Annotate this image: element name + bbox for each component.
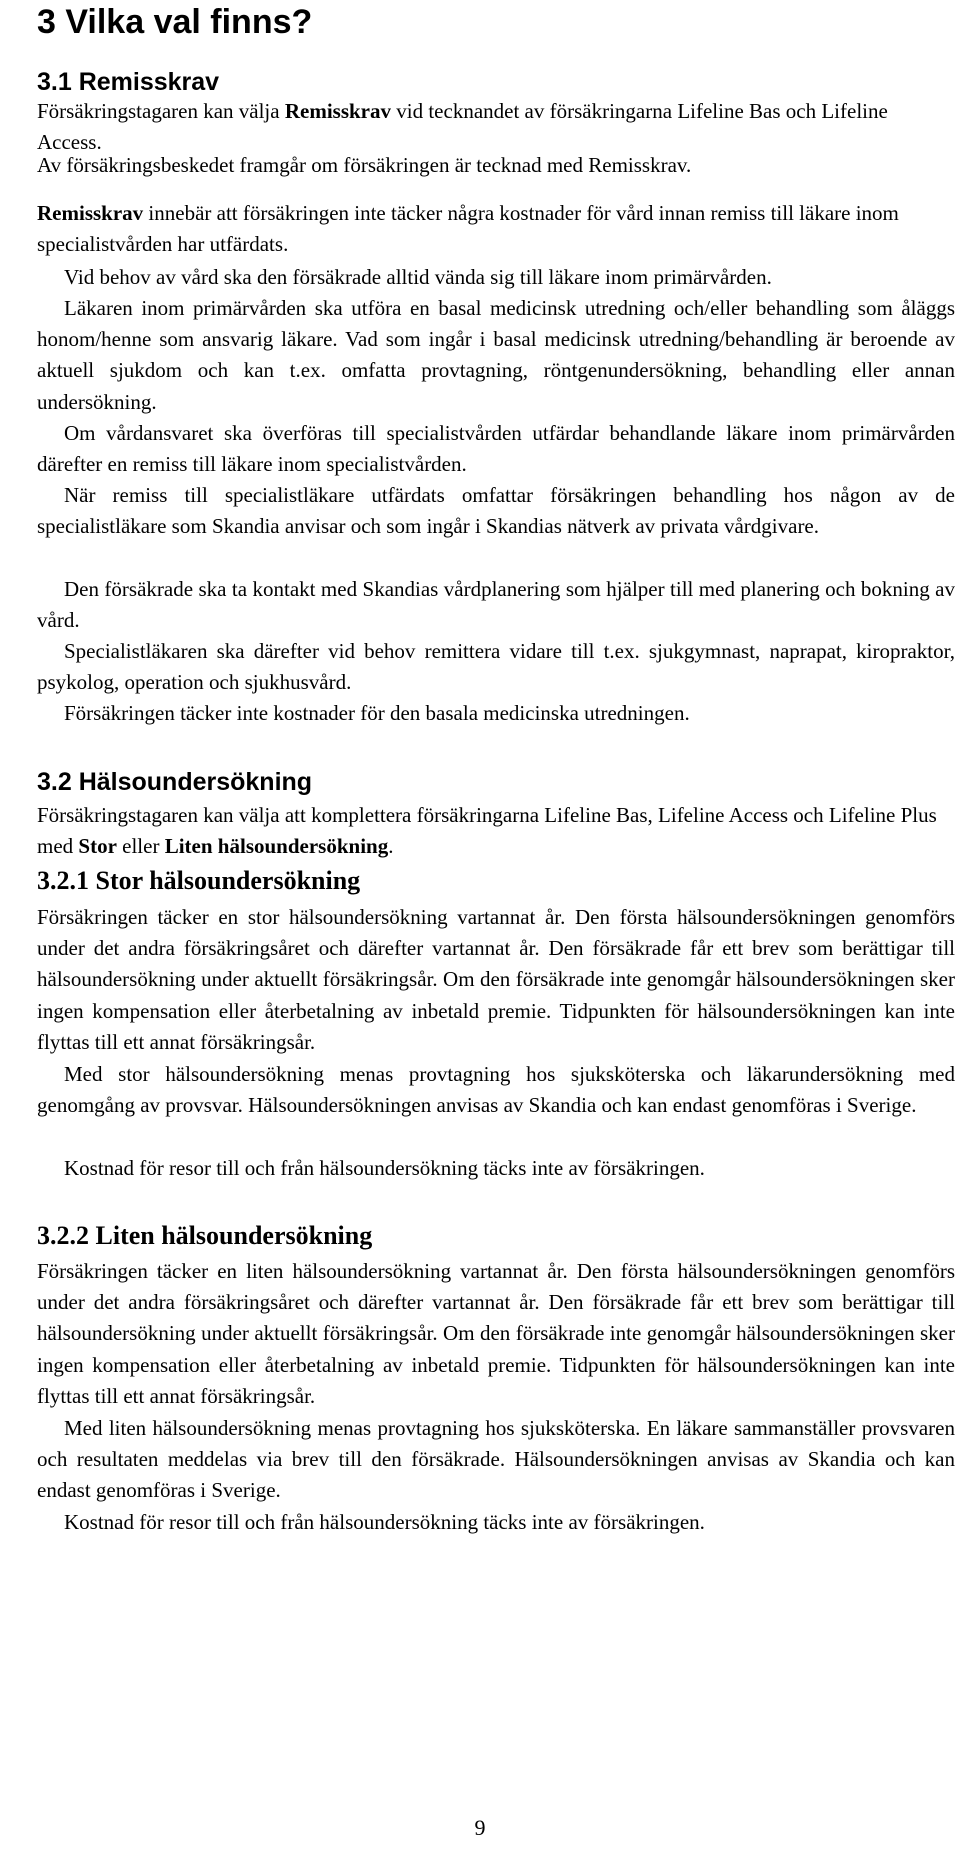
subsection-heading-liten: 3.2.2 Liten hälsoundersökning (37, 1221, 373, 1250)
halso-paragraph-1 (37, 800, 955, 862)
subsection-heading-stor: 3.2.1 Stor hälsoundersökning (37, 866, 361, 895)
text-run: innebär att försäkringen inte täcker några kostnader för vård innan remiss till läkare inom specialistvården har utfärdats. (37, 201, 899, 257)
stor-paragraph-2: Med stor hälsoundersökning menas provtagning hos sjuksköterska och läkarundersökning med genomgång av provsvar. Hälsoundersökningen anvisas av Skandia och kan endast genomföras i Sverige. (37, 1062, 955, 1118)
stor-paragraph-3: Kostnad för resor till och från hälsoundersökning täcks inte av försäkringen. (64, 1156, 705, 1180)
text-run: vid tecknandet av försäkringarna Lifeline Bas och Lifeline Access. (37, 99, 888, 155)
remisskrav-paragraph-3 (37, 198, 955, 260)
page-number: 9 (474, 1815, 486, 1840)
liten-paragraph-3: Kostnad för resor till och från hälsoundersökning täcks inte av försäkringen. (64, 1510, 705, 1534)
bold-term: Remisskrav (284, 99, 392, 123)
text-run: Försäkringstagaren kan välja (37, 99, 285, 123)
stor-paragraph-1: Försäkringen täcker en stor hälsoundersökning vartannat år. Den första hälsoundersökningen genomförs under det andra försäkringsåret och därefter vartannat år. Den försäkrade får ett brev som berättigar till hälsoundersökning under aktuellt försäkringsår. Om den försäkrade inte genomgår hälsoundersökningen sker ingen kompensation eller återbetalning av inbetald premie. Tidpunkten för hälsoundersökningen kan inte flyttas till ett annat försäkringsår. (37, 905, 955, 1054)
text-run: eller (116, 834, 165, 859)
remisskrav-paragraph-8: Den försäkrade ska ta kontakt med Skandias vårdplanering som hjälper till med planering och bokning av vård. (37, 577, 955, 633)
bold-term: Remisskrav (37, 201, 144, 225)
remisskrav-paragraph-7: När remiss till specialistläkare utfärdats omfattar försäkringen behandling hos någon av de specialistläkare som Skandia anvisar och som ingår i Skandias nätverk av privata vårdgivare. (37, 483, 955, 539)
remisskrav-paragraph-2: Av försäkringsbeskedet framgår om försäkringen är tecknad med Remisskrav. (37, 153, 692, 177)
remisskrav-paragraph-10: Försäkringen täcker inte kostnader för den basala medicinska utredningen. (64, 701, 690, 725)
section-heading-halsoundersokning: 3.2 Hälsoundersökning (37, 768, 313, 796)
remisskrav-paragraph-6: Om vårdansvaret ska överföras till specialistvården utfärdar behandlande läkare inom primärvården därefter en remiss till läkare inom specialistvården. (37, 421, 955, 477)
section-heading-remisskrav: 3.1 Remisskrav (37, 68, 220, 96)
liten-paragraph-2: Med liten hälsoundersökning menas provtagning hos sjuksköterska. En läkare sammanställer provsvaren och resultaten meddelas via brev till den försäkrade. Hälsoundersökningen anvisas av Skandia och kan endast genomföras i Sverige. (37, 1416, 955, 1503)
bold-term: Stor (78, 834, 117, 859)
text-run: Försäkringstagaren kan välja att komplettera försäkringarna Lifeline Bas, Lifeline Access och Lifeline Plus med (37, 803, 937, 859)
chapter-heading: 3 Vilka val finns? (37, 3, 313, 41)
liten-paragraph-1: Försäkringen täcker en liten hälsoundersökning vartannat år. Den första hälsoundersökningen genomförs under det andra försäkringsåret och därefter vartannat år. Den försäkrade får ett brev som berättigar till hälsoundersökning under aktuellt försäkringsår. Om den försäkrade inte genomgår hälsoundersökningen sker ingen kompensation eller återbetalning av inbetald premie. Tidpunkten för hälsoundersökningen kan inte flyttas till ett annat försäkringsår. (37, 1259, 955, 1408)
bold-term: Liten hälsoundersökning (164, 834, 389, 859)
remisskrav-paragraph-5: Läkaren inom primärvården ska utföra en basal medicinsk utredning och/eller behandling som åläggs honom/henne som ansvarig läkare. Vad som ingår i basal medicinsk utredning/behandling är beroende av aktuell sjukdom och kan t.ex. omfatta provtagning, röntgenundersökning, behandling eller annan undersökning. (37, 296, 955, 414)
remisskrav-paragraph-4: Vid behov av vård ska den försäkrade alltid vända sig till läkare inom primärvården. (64, 265, 772, 289)
remisskrav-paragraph-9: Specialistläkaren ska därefter vid behov remittera vidare till t.ex. sjukgymnast, naprapat, kiropraktor, psykolog, operation och sjukhusvård. (37, 639, 955, 695)
text-run: . (388, 834, 394, 859)
